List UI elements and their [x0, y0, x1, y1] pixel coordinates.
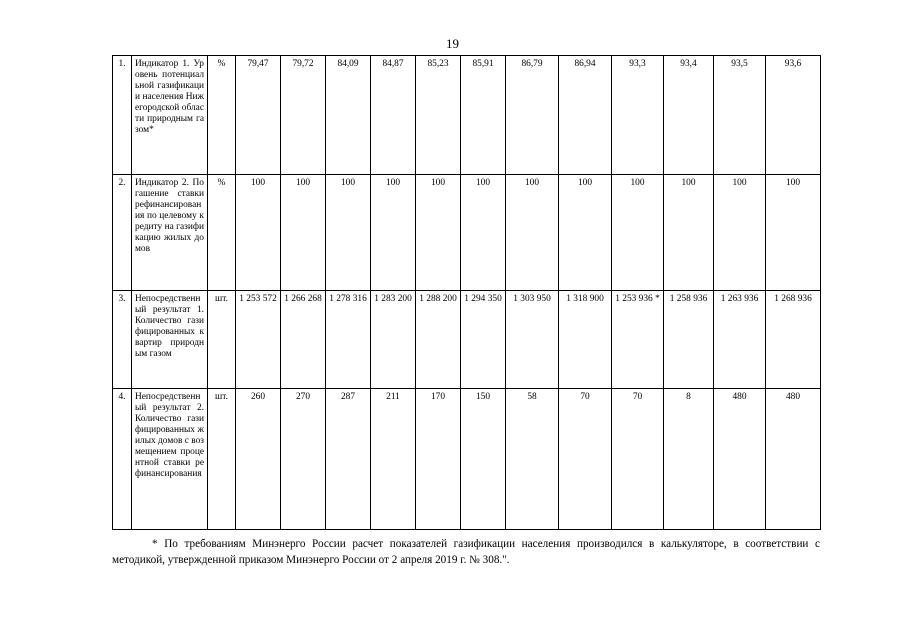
row-value: 480 — [766, 389, 821, 530]
row-value: 100 — [559, 175, 612, 291]
row-value: 1 263 936 — [714, 291, 766, 389]
row-value: 260 — [236, 389, 281, 530]
row-value: 100 — [236, 175, 281, 291]
row-unit: шт. — [208, 389, 236, 530]
row-value: 100 — [461, 175, 506, 291]
table-row — [113, 291, 821, 389]
table-row — [113, 56, 821, 175]
row-value: 70 — [559, 389, 612, 530]
row-unit: шт. — [208, 291, 236, 389]
row-value: 93,3 — [612, 56, 664, 175]
row-value: 100 — [371, 175, 416, 291]
row-number: 1. — [113, 56, 132, 175]
row-value: 93,4 — [664, 56, 714, 175]
row-value: 1 294 350 — [461, 291, 506, 389]
row-value: 8 — [664, 389, 714, 530]
table-row — [113, 389, 821, 530]
row-value: 1 266 268 — [281, 291, 326, 389]
row-value: 84,09 — [326, 56, 371, 175]
row-value: 270 — [281, 389, 326, 530]
row-value: 93,5 — [714, 56, 766, 175]
row-value: 79,72 — [281, 56, 326, 175]
footnote: * По требованиям Минэнерго России расчет показателей газификации населения производился в калькуляторе, в соответствии с методикой, утвержденной приказом Минэнерго России от 2 апреля 2019 г. № 308.". — [112, 538, 820, 566]
row-value: 93,6 — [766, 56, 821, 175]
row-value: 86,94 — [559, 56, 612, 175]
row-value: 1 318 900 — [559, 291, 612, 389]
row-value: 100 — [714, 175, 766, 291]
row-value: 100 — [416, 175, 461, 291]
indicators-table — [112, 55, 821, 530]
row-value: 100 — [612, 175, 664, 291]
row-value: 480 — [714, 389, 766, 530]
row-name: Непосредственный результат 1. Количество газифицированных квартир природным газом — [132, 291, 208, 389]
row-value: 1 253 936 * — [612, 291, 664, 389]
row-value: 1 258 936 — [664, 291, 714, 389]
row-value: 150 — [461, 389, 506, 530]
row-value: 100 — [664, 175, 714, 291]
row-number: 4. — [113, 389, 132, 530]
row-unit: % — [208, 175, 236, 291]
row-number: 3. — [113, 291, 132, 389]
row-value: 100 — [281, 175, 326, 291]
row-value: 84,87 — [371, 56, 416, 175]
row-value: 287 — [326, 389, 371, 530]
row-value: 100 — [326, 175, 371, 291]
row-value: 170 — [416, 389, 461, 530]
row-value: 1 278 316 — [326, 291, 371, 389]
row-name: Индикатор 2. Погашение ставки рефинансирования по целевому кредиту на газификацию жилых домов — [132, 175, 208, 291]
row-number: 2. — [113, 175, 132, 291]
row-value: 1 268 936 — [766, 291, 821, 389]
row-value: 1 303 950 — [506, 291, 559, 389]
row-value: 79,47 — [236, 56, 281, 175]
row-value: 70 — [612, 389, 664, 530]
table-row — [113, 175, 821, 291]
row-value: 1 253 572 — [236, 291, 281, 389]
row-value: 211 — [371, 389, 416, 530]
row-value: 1 288 200 — [416, 291, 461, 389]
row-value: 86,79 — [506, 56, 559, 175]
row-name: Индикатор 1. Уровень потенциальной газификации населения Нижегородской области природным газом* — [132, 56, 208, 175]
row-value: 85,23 — [416, 56, 461, 175]
page-number: 19 — [446, 36, 459, 51]
row-name: Непосредственный результат 2. Количество газифицированных жилых домов с возмещением процентной ставки рефинансирования — [132, 389, 208, 530]
row-value: 100 — [506, 175, 559, 291]
row-value: 85,91 — [461, 56, 506, 175]
row-value: 100 — [766, 175, 821, 291]
row-value: 1 283 200 — [371, 291, 416, 389]
row-unit: % — [208, 56, 236, 175]
row-value: 58 — [506, 389, 559, 530]
